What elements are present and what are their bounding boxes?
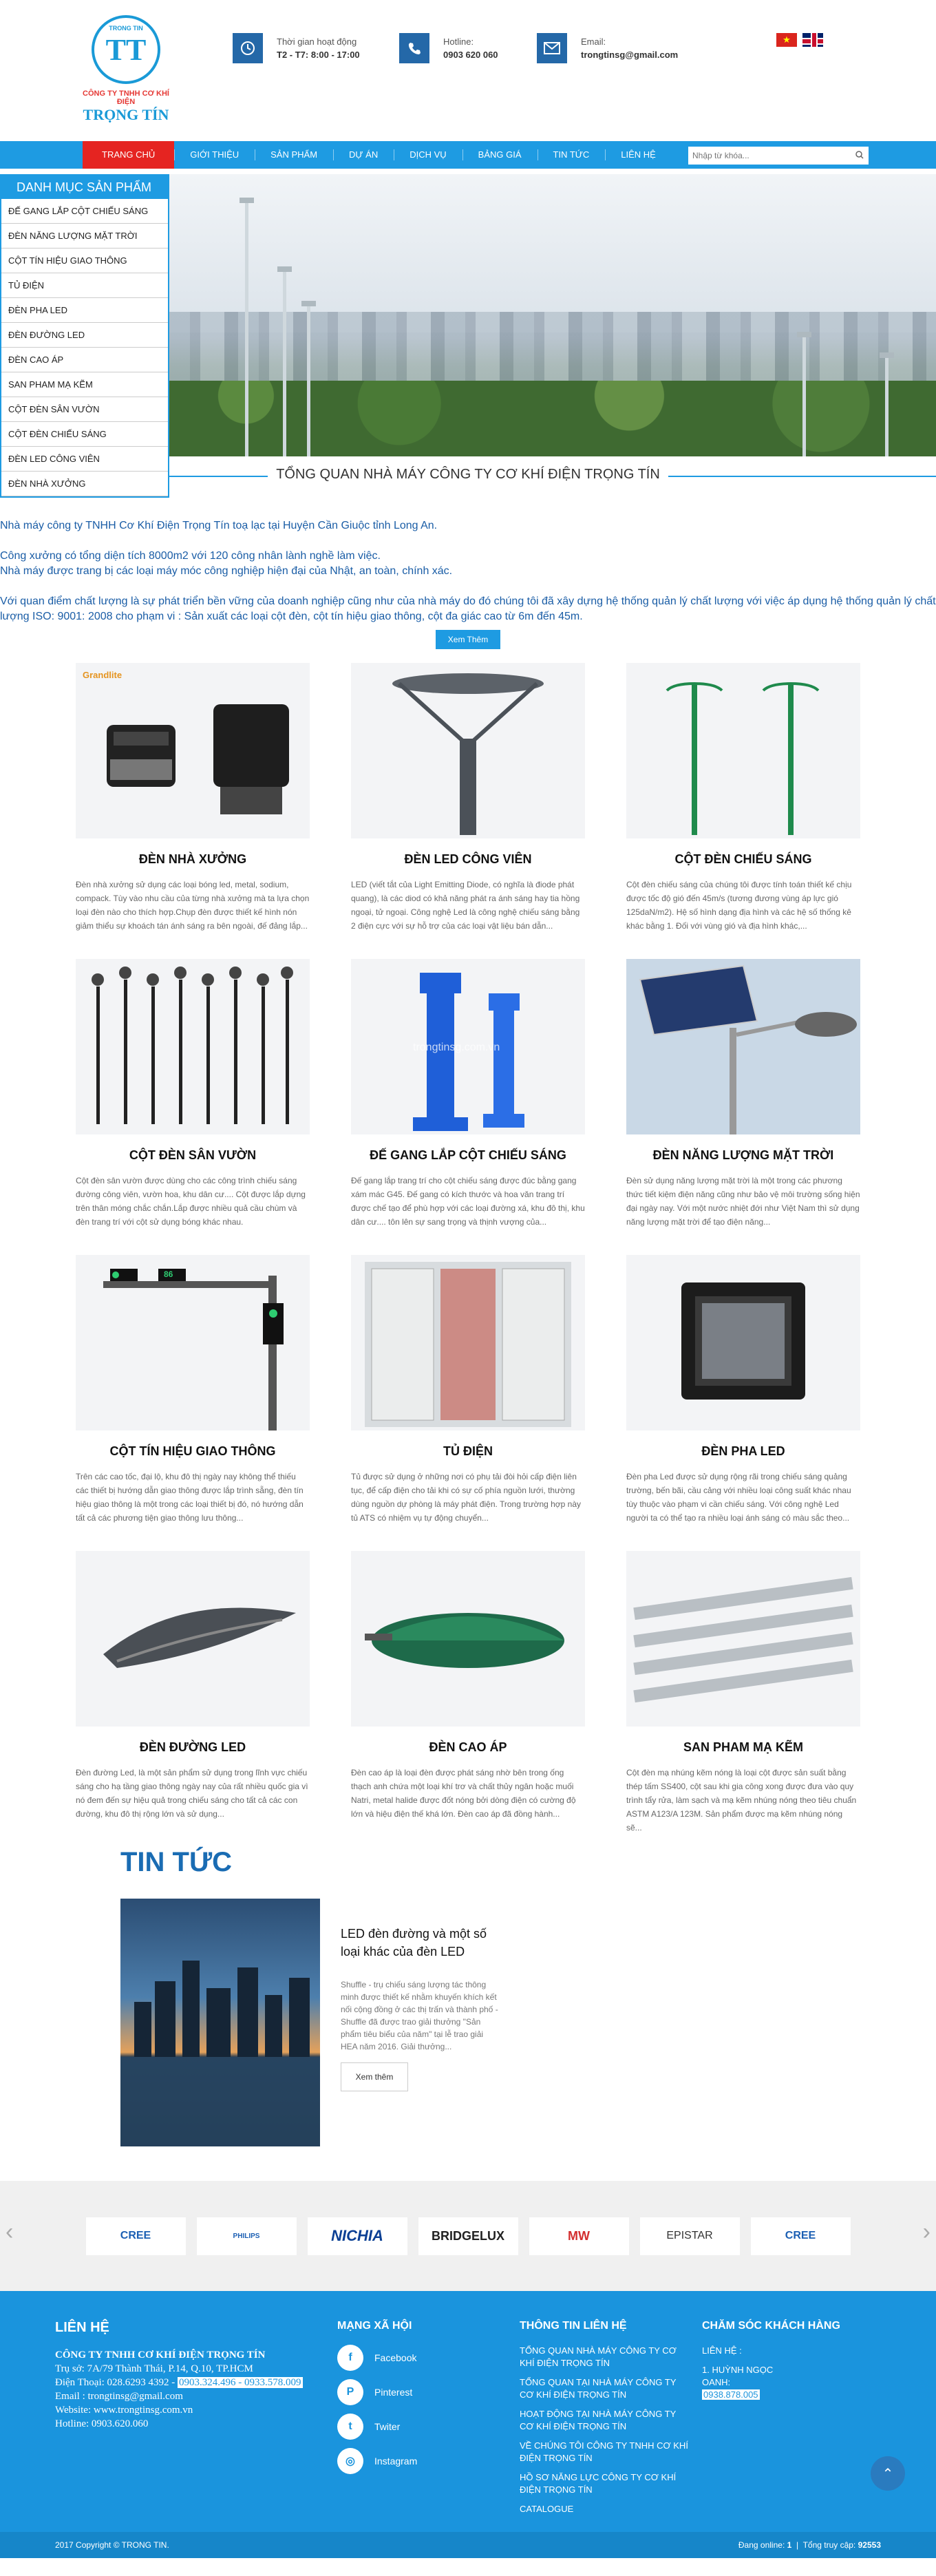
product-card[interactable] [330, 663, 606, 959]
uk-flag-icon[interactable] [802, 33, 823, 47]
phone-icon [399, 33, 429, 63]
product-image[interactable] [351, 1551, 585, 1727]
product-description: Đèn nhà xưởng sử dụng các loại bóng led, metal, sodium, compack. Tùy vào nhu cầu của từng nhà xưởng mà ta lựa chọn loại đèn nào cho thích hợp.Chụp đèn được thiết kế hình nón giảm thiểu sự khoách tán ánh sáng ra bên ngoài, đế đảng lắp... [76, 880, 310, 931]
hotline-label: Hotline: [443, 36, 474, 47]
envelope-icon [537, 33, 567, 63]
category-item[interactable]: TỦ ĐIỆN [1, 273, 168, 298]
news-more-button[interactable]: Xem thêm [341, 2062, 408, 2091]
product-title[interactable]: ĐÈN CAO ÁP [429, 1740, 507, 1754]
product-card[interactable] [330, 1551, 606, 1847]
brand-logo[interactable]: EPISTAR [640, 2217, 740, 2255]
category-item[interactable]: ĐẾ GANG LẮP CỘT CHIẾU SÁNG [1, 199, 168, 224]
overview-more-button[interactable]: Xem Thêm [436, 630, 500, 649]
nav-item-about[interactable]: GIỚI THIỆU [174, 141, 255, 169]
product-card[interactable] [55, 959, 330, 1255]
footer-social [337, 2320, 475, 2482]
footer-website[interactable]: Website: www.trongtinsg.com.vn [55, 2405, 193, 2416]
product-brand-logo: Grandlite [83, 670, 123, 680]
hero-section [0, 174, 936, 498]
email-value[interactable]: trongtinsg@gmail.com [581, 50, 679, 60]
social-link-instagram[interactable] [337, 2448, 475, 2474]
nav-item-products[interactable]: SẢN PHẨM [255, 141, 333, 169]
product-title[interactable]: CỘT TÍN HIỆU GIAO THÔNG [109, 1444, 276, 1458]
brand-logo[interactable]: PHILIPS [197, 2217, 297, 2255]
footer-contact-title: LIÊN HỆ [55, 2320, 109, 2335]
opening-hours-value: T2 - T7: 8:00 - 17:00 [277, 50, 360, 60]
nav-item-contact[interactable]: LIÊN HỆ [605, 141, 672, 169]
product-card[interactable] [330, 959, 606, 1255]
category-menu-title: DANH MỤC SẢN PHẨM [1, 176, 168, 199]
product-description: Đèn sử dụng năng lượng mặt trời là một trong các phương thức tiết kiệm điện năng cũng như bảo vệ môi trường sống hiện đại ngày nay. Với một nước nhiệt đới như Việt Nam thì sử dụng năng lượng mặt trời để tạo điện năng... [626, 1176, 860, 1227]
footer-link[interactable]: TỔNG QUAN NHÀ MÁY CÔNG TY CƠ KHÍ ĐIỆN TRỌNG TÍN [520, 2345, 677, 2368]
footer-link[interactable]: VỀ CHÚNG TÔI CÔNG TY TNHH CƠ KHÍ ĐIỆN TRỌNG TÍN [520, 2440, 688, 2463]
product-description: Cột đèn chiếu sáng của chúng tôi được tính toán thiết kế chịu được tốc độ gió đến 45m/s (tương đương vùng áp lực gió 125daN/m2). Hệ số hình dạng địa hình và các hệ số thống kê khác bằng 1. Đối với vùng gió và địa hình khác,... [626, 880, 852, 931]
footer-phone-label: Điện Thoại: [55, 2377, 105, 2388]
footer-link[interactable]: HỒ SƠ NĂNG LỰC CÔNG TY CƠ KHÍ ĐIỆN TRỌNG TÍN [520, 2472, 677, 2495]
product-title[interactable]: CỘT ĐÈN SÂN VƯỜN [129, 1148, 257, 1162]
product-category-menu [0, 174, 169, 498]
category-item[interactable]: ĐÈN NHÀ XƯỞNG [1, 472, 168, 496]
category-item[interactable]: ĐÈN PHA LED [1, 298, 168, 323]
product-description: Cột đèn sân vườn được dùng cho các công trình chiếu sáng đường công viên, vườn hoa, khu dân cư.... Cột được lắp dựng trên thân móng chắc chắn.Lắp được nhiều quả cầu chùm và đèn trang trí với cột sử dụng bóng khác nhau. [76, 1176, 306, 1227]
overview-paragraph: Nhà máy được trang bị các loại máy móc công nghiệp hiện đại của Nhật, an toàn, chính xác. [0, 565, 453, 577]
visits-count: 92553 [858, 2540, 881, 2550]
logo-company-line: CÔNG TY TNHH CƠ KHÍ ĐIỆN [83, 89, 169, 106]
product-description: Đèn pha Led được sử dụng rộng rãi trong chiếu sáng quảng trường, bến bãi, cầu cảng với nhiều loại công suất khác nhau tùy thuộc vào phạm vi cần chiếu sáng. Với công nghệ Led người ta có thể tạo ra nhiều loại ánh sáng có màu sắc theo... [626, 1472, 851, 1523]
overview-section [0, 498, 936, 649]
footer-hotline[interactable]: Hotline: 0903.620.060 [55, 2418, 149, 2429]
product-title[interactable]: ĐÈN ĐƯỜNG LED [139, 1740, 246, 1754]
traffic-countdown-display: 86 [164, 1269, 173, 1279]
language-switcher [776, 33, 823, 47]
footer-link[interactable]: HOẠT ĐỘNG TẠI NHÀ MÁY CÔNG TY CƠ KHÍ ĐIỆN TRỌNG TÍN [520, 2409, 677, 2431]
product-title[interactable]: ĐÈN NĂNG LƯỢNG MẶT TRỜI [652, 1148, 834, 1162]
footer-info-links [520, 2320, 692, 2522]
brand-logo[interactable]: NICHIA [308, 2217, 407, 2255]
product-card[interactable] [55, 1551, 330, 1847]
footer-care-phone[interactable]: 0938.878.005 [703, 2389, 758, 2400]
category-item[interactable]: CỘT ĐÈN SÂN VƯỜN [1, 397, 168, 422]
footer-care-label: LIÊN HỆ : [702, 2345, 742, 2356]
product-card[interactable] [55, 1255, 330, 1551]
product-image[interactable] [351, 663, 585, 838]
product-title[interactable]: ĐÈN NHÀ XƯỞNG [138, 852, 247, 866]
visitor-stats: Đang online: 1 | Tổng truy cập: 92553 [738, 2540, 881, 2550]
product-image[interactable] [76, 959, 310, 1134]
product-title[interactable]: CỘT ĐÈN CHIẾU SÁNG [674, 852, 812, 866]
category-item[interactable]: ĐÈN NĂNG LƯỢNG MẶT TRỜI [1, 224, 168, 249]
clock-icon [233, 33, 263, 63]
copyright-bar [0, 2532, 936, 2558]
footer-phone-highlight[interactable]: 0903.324.496 - 0933.578.009 [179, 2377, 301, 2388]
product-description: Tủ được sử dụng ở những nơi có phụ tải đòi hỏi cấp điện liên tục, để cấp điện cho tải khi có sự cố phía nguồn lưới, thường dùng nguồn dự phòng là máy phát điện. Trong trường hợp này tủ ATS có nhiệm vụ tự động chuyển... [351, 1472, 582, 1523]
hotline-value[interactable]: 0903 620 060 [443, 50, 498, 60]
news-excerpt: Shuffle - trụ chiếu sáng lượng tác thông minh được thiết kế nhằm khuyến khích kết nối cộng đồng ở các thị trấn và thành phố - Shuffle đã được trao giải thưởng "Sản phẩm tiêu biểu của năm" tại lễ trao giải HEA năm 2016. Giải thưởng... [341, 1980, 498, 2051]
social-label: Facebook [374, 2352, 417, 2363]
footer-company-name: CÔNG TY TNHH CƠ KHÍ ĐIỆN TRỌNG TÍN [55, 2350, 266, 2361]
online-count: 1 [787, 2540, 792, 2550]
product-description: Đèn cao áp là loại đèn được phát sáng nhờ bên trong ống thạch anh chứa một loại khí trơ và chất thủy ngân hoặc muối Natri, metal halide được đốt nóng bởi dòng điện có cường độ lớn và hiệu điện thế khá lớn. Đèn cao áp đã đồng hành... [351, 1768, 576, 1819]
product-image[interactable] [351, 1255, 585, 1430]
search-icon[interactable] [851, 151, 869, 161]
news-image[interactable] [120, 1899, 320, 2146]
main-navigation [0, 141, 936, 169]
social-label: Twiter [374, 2421, 401, 2432]
product-image[interactable] [76, 1255, 310, 1430]
company-logo[interactable] [74, 15, 178, 123]
product-card[interactable] [55, 663, 330, 959]
instagram-icon: ◎ [337, 2448, 363, 2474]
product-image-watermark: trongtinsg.com.vn [413, 1042, 500, 1053]
copyright-text: 2017 Copyright © TRONG TIN. [55, 2540, 169, 2550]
product-card[interactable] [606, 1551, 881, 1847]
footer-link[interactable]: TỔNG QUAN TẠI NHÀ MÁY CÔNG TY CƠ KHÍ ĐIỆN TRỌNG TÍN [520, 2377, 677, 2400]
nav-item-pricing[interactable]: BẢNG GIÁ [462, 141, 538, 169]
site-header [0, 0, 936, 141]
social-label: Instagram [374, 2456, 418, 2467]
brand-logo[interactable]: CREE [751, 2217, 851, 2255]
hero-banner-image [169, 174, 936, 456]
product-card[interactable] [606, 959, 881, 1255]
social-link-facebook[interactable] [337, 2345, 475, 2371]
overview-title-text: TỔNG QUAN NHÀ MÁY CÔNG TY CƠ KHÍ ĐIỆN TRỌNG TÍN [268, 467, 668, 482]
pinterest-icon: P [337, 2379, 363, 2405]
social-label: Pinterest [374, 2387, 413, 2398]
product-grid [55, 649, 881, 1847]
nav-item-news[interactable]: TIN TỨC [538, 141, 606, 169]
nav-item-projects[interactable]: DỰ ÁN [333, 141, 394, 169]
news-headline[interactable]: LED đèn đường và một số loại khác của đèn LED [341, 1927, 487, 1959]
news-item [55, 1899, 881, 2146]
footer-phone: Điện Thoại: 028.6293 4392 - 0903.324.496 - 0933.578.009 [55, 2377, 301, 2388]
twitter-icon: t [337, 2414, 363, 2440]
vietnam-flag-icon[interactable]: ★ [776, 33, 797, 47]
facebook-icon: f [337, 2345, 363, 2371]
hotline-info [399, 33, 498, 63]
product-card[interactable] [330, 1255, 606, 1551]
category-item[interactable]: SAN PHAM MẠ KẼM [1, 372, 168, 397]
category-item[interactable]: ĐÈN CAO ÁP [1, 348, 168, 372]
search-input[interactable] [688, 151, 851, 160]
category-item[interactable]: CỘT ĐÈN CHIẾU SÁNG [1, 422, 168, 447]
footer-social-title: MẠNG XÃ HỘI [337, 2320, 412, 2332]
footer-info-title: THÔNG TIN LIÊN HỆ [520, 2320, 627, 2332]
overview-paragraph: Nhà máy công ty TNHH Cơ Khí Điện Trọng Tín toạ lạc tại Huyện Cần Giuộc tỉnh Long An. [0, 520, 438, 531]
email-info [537, 33, 678, 63]
product-image[interactable] [626, 663, 860, 838]
category-item[interactable]: ĐÈN ĐƯỜNG LED [1, 323, 168, 348]
logo-ring-text: TRONG TIN [109, 25, 143, 32]
overview-paragraph: Công xưởng có tổng diện tích 8000m2 với 120 công nhân lành nghề làm việc. [0, 550, 381, 562]
site-footer [0, 2291, 936, 2532]
social-link-pinterest[interactable] [337, 2379, 475, 2405]
brand-logo[interactable]: CREE [86, 2217, 186, 2255]
category-item[interactable]: CỘT TÍN HIỆU GIAO THÔNG [1, 249, 168, 273]
logo-brand-name: TRỌNG TÍN [83, 106, 169, 123]
logo-emblem [92, 15, 160, 84]
opening-hours-label: Thời gian hoạt động [277, 36, 357, 47]
email-label: Email: [581, 36, 606, 47]
nav-item-home[interactable]: TRANG CHỦ [83, 141, 174, 169]
brand-logo[interactable]: BRIDGELUX [418, 2217, 518, 2255]
footer-link[interactable]: CATALOGUE [520, 2504, 574, 2514]
product-title[interactable]: ĐÈN LED CÔNG VIÊN [404, 852, 532, 866]
product-title[interactable]: ĐÈN PHA LED [701, 1444, 785, 1458]
footer-phone-number[interactable]: 028.6293 4392 [107, 2377, 169, 2388]
footer-care-title: CHĂM SÓC KHÁCH HÀNG [702, 2320, 840, 2332]
overview-paragraph: Với quan điểm chất lượng là sự phát triển bền vững của doanh nghiệp cũng như của nhà máy do đó chúng tôi đã xây dựng hệ thống quản lý chất lượng với việc áp dụng hệ thống quản lý chất lượng ISO: 9001: 2008 cho phạm vi : Sản xuất các loại cột đèn, cột tín hiệu giao thông, cột đa giác cao từ 6m đến 45m. [0, 595, 936, 622]
visits-label: Tổng truy cập: [802, 2540, 856, 2550]
search-box [688, 147, 869, 165]
carousel-prev-icon[interactable]: ‹ [6, 2219, 14, 2245]
product-image[interactable] [626, 1551, 860, 1727]
footer-customer-care [702, 2320, 881, 2408]
category-item[interactable]: ĐÈN LED CÔNG VIÊN [1, 447, 168, 472]
product-description: Trên các cao tốc, đại lộ, khu đô thị ngày nay không thể thiếu các thiết bị hướng dẫn giao thông được lắp trình sẵng, đèn tín hiệu giao thông là một trong các loại thiết bị đó, nó hướng dẫn tất cả các phương tiện giao thông lưu thông... [76, 1472, 304, 1523]
back-to-top-icon[interactable]: ⌃ [871, 2456, 905, 2491]
brand-logo[interactable]: MW [529, 2217, 629, 2255]
product-image[interactable] [351, 959, 585, 1134]
product-description: Đèn đường Led, là một sản phẩm sử dụng trong lĩnh vực chiếu sáng cho hạ tầng giao thông ngày nay của rất nhiều quốc gia vì nó đem đến sự hiệu quả trong chiếu sáng cho tất cả các con đường, khu đô thị rộng lớn và sử dụng... [76, 1768, 308, 1819]
social-link-twitter[interactable] [337, 2414, 475, 2440]
product-title[interactable]: SAN PHAM MẠ KẼM [683, 1740, 803, 1754]
footer-care-person: 1. HUỲNH NGỌC OANH: [702, 2365, 774, 2387]
online-label: Đang online: [738, 2540, 785, 2550]
product-description: LED (viết tắt của Light Emitting Diode, có nghĩa là điode phát quang), là các diod có khả năng phát ra ánh sáng hay tia hồng ngoại, tử ngoại. Công nghệ Led là công nghệ chiếu sáng bằng 2 điện cực với sự hỗ trợ của các loại vật liệu bán dẫn... [351, 880, 580, 931]
product-title[interactable]: ĐẾ GANG LẮP CỘT CHIẾU SÁNG [370, 1148, 566, 1162]
product-title[interactable]: TỦ ĐIỆN [443, 1444, 493, 1458]
footer-address: Trụ sở: 7A/79 Thành Thái, P.14, Q.10, TP.HCM [55, 2363, 253, 2374]
logo-monogram: TT [105, 32, 147, 67]
product-card[interactable] [606, 1255, 881, 1551]
news-section-title: TIN TỨC [120, 1847, 233, 1877]
product-image[interactable] [76, 1551, 310, 1727]
carousel-next-icon[interactable]: › [922, 2219, 930, 2245]
footer-contact [55, 2320, 317, 2431]
product-image[interactable] [76, 663, 310, 838]
nav-item-services[interactable]: DỊCH VỤ [394, 141, 462, 169]
product-image[interactable] [626, 1255, 860, 1430]
footer-email[interactable]: Email : trongtinsg@gmail.com [55, 2391, 183, 2402]
opening-hours-info [233, 33, 360, 63]
product-card[interactable] [606, 663, 881, 959]
product-image[interactable] [626, 959, 860, 1134]
brand-carousel [0, 2181, 936, 2291]
product-description: Cột đèn mạ nhúng kẽm nóng là loại cột được sản suất bằng thép tấm SS400, cột sau khi gia công xong được đưa vào quy trình tẩy rửa, làm sạch và mạ kẽm nhúng nóng theo tiêu chuẩn ASTM A123/A 123M. Sản phẩm được mạ kẽm nhúng nóng sẽ... [626, 1768, 857, 1833]
product-description: Đế gang lắp trang trí cho cột chiếu sáng được đúc bằng gang xám mác G45. Đế gang có kích thước và hoa văn trang trí được chế tạo để phù hợp với các loại đường xá, khu đô thị, khu dân cư.... tôn lên sự sang trọng và thịnh vượng của... [351, 1176, 585, 1227]
